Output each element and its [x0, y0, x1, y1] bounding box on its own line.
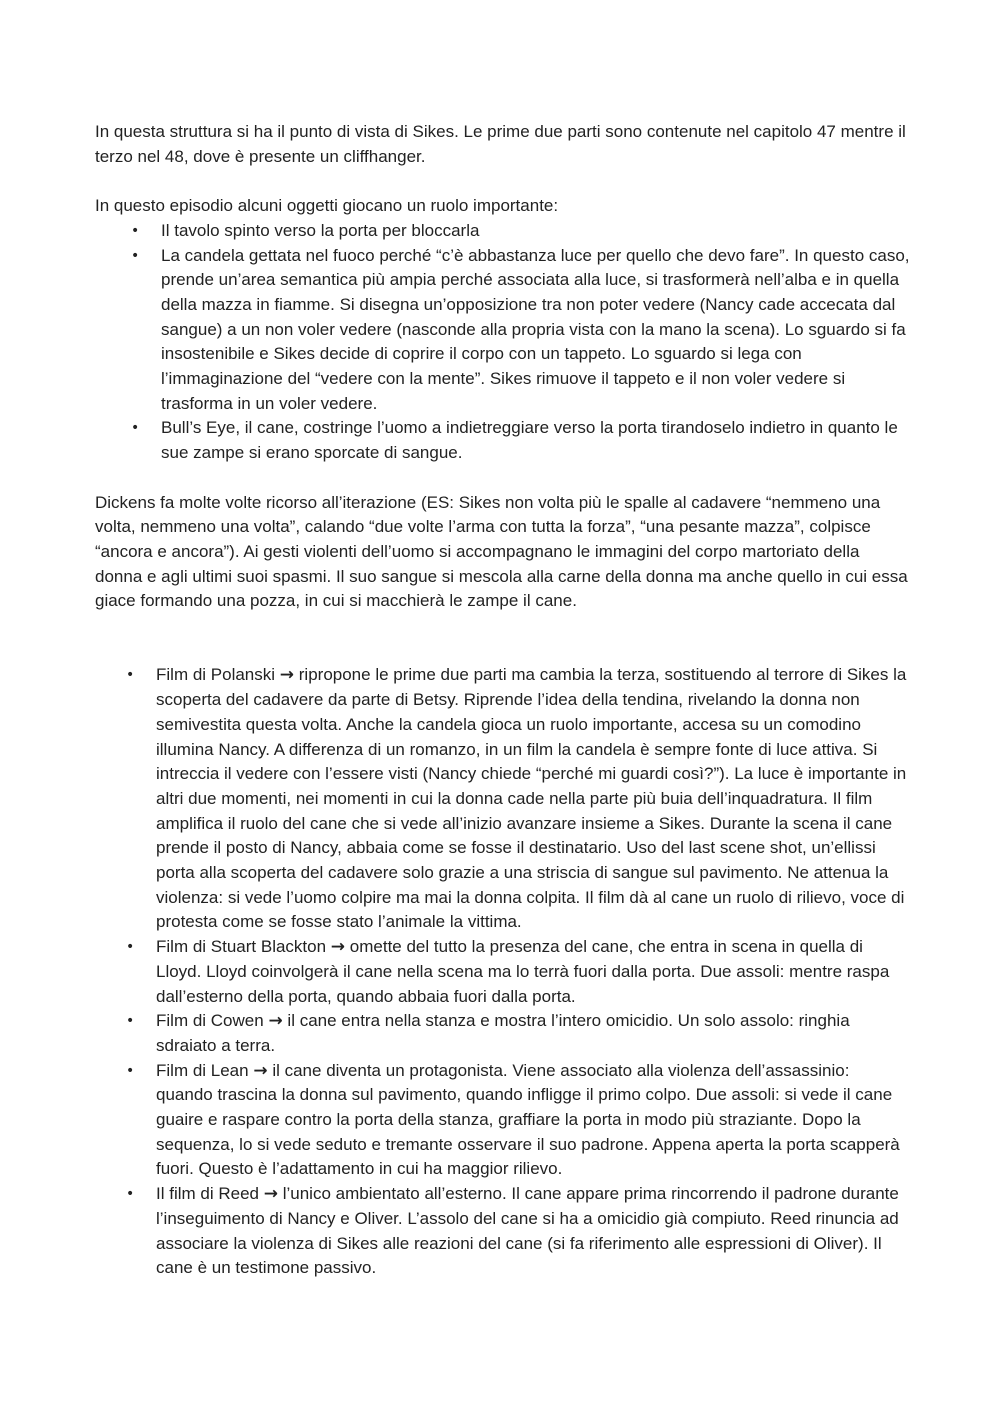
film-title: Film di Stuart Blackton [156, 937, 327, 957]
paragraph-spacer [95, 466, 910, 491]
iteration-paragraph: Dickens fa molte volte ricorso all’iterazione (ES: Sikes non volta più le spalle al cadavere “nemmeno una volta, nemmeno una volta”, calando “due volte l’arma con tutta la forza”, “una pesante mazza”, colpisce “ancora e ancora”). Ai gesti violenti dell’uomo si accompagnano le immagini del corpo martoriato della donna e agli ultimi suoi spasmi. Il suo sangue si mescola alla carne della donna ma anche quello in cui essa giace formando una pozza, in cui si macchierà le zampe il cane. [95, 492, 908, 611]
film-description: l’unico ambientato all’esterno. Il cane appare prima rincorrendo il padrone durante l’inseguimento di Nancy e Oliver. L’assolo del cane si ha a omicidio già compiuto. Reed rinuncia ad associare la violenza di Sikes alle reazioni del cane (si fa riferimento alle espressioni di Oliver). Il cane è un testimone passivo. [156, 1184, 899, 1278]
list-item [95, 1059, 910, 1183]
arrow-right-icon: → [330, 937, 346, 958]
bullet-icon: • [131, 247, 140, 264]
list-item-text: Bull’s Eye, il cane, costringe l’uomo a indietreggiare verso la porta tirandoselo indietro in quanto le sue zampe si erano sporcate di sangue. [161, 418, 898, 463]
list-item [95, 935, 910, 1009]
list-item-text: Il tavolo spinto verso la porta per bloccarla [161, 220, 480, 240]
films-bullet-list [95, 663, 910, 1281]
intro-paragraph: In questa struttura si ha il punto di vista di Sikes. Le prime due parti sono contenute nel capitolo 47 mentre il terzo nel 48, dove è presente un cliffhanger. [95, 122, 906, 166]
film-title: Il film di Reed [156, 1184, 259, 1204]
list-item [95, 416, 910, 465]
film-description: omette del tutto la presenza del cane, che entra in scena in quella di Lloyd. Lloyd coinvolgerà il cane nella scena ma lo terrà fuori dalla porta. Due assoli: mentre raspa dall’esterno della porta, quando abbaia fuori dalla porta. [156, 937, 890, 1006]
film-title: Film di Cowen [156, 1011, 264, 1031]
bullet-icon: • [131, 222, 140, 239]
bullet-icon: • [126, 1013, 135, 1030]
list-item [95, 663, 910, 935]
objects-bullet-list [95, 219, 910, 466]
bullet-icon: • [131, 420, 140, 437]
film-title: Film di Polanski [156, 665, 276, 685]
arrow-right-icon: → [279, 665, 295, 686]
list-item [95, 219, 910, 244]
list-item [95, 1182, 910, 1281]
bullet-icon: • [126, 667, 135, 684]
objects-lead-paragraph: In questo episodio alcuni oggetti giocano un ruolo importante: [95, 196, 559, 216]
paragraph-spacer [95, 614, 910, 639]
list-item [95, 244, 910, 417]
bullet-icon: • [126, 1186, 135, 1203]
paragraph-spacer [95, 169, 910, 194]
paragraph-spacer [95, 639, 910, 664]
film-description: il cane entra nella stanza e mostra l’intero omicidio. Un solo assolo: ringhia sdraiato a terra. [156, 1011, 850, 1055]
bullet-icon: • [126, 939, 135, 956]
bullet-icon: • [126, 1062, 135, 1079]
arrow-right-icon: → [263, 1184, 278, 1205]
document-body [95, 120, 910, 1281]
film-description: il cane diventa un protagonista. Viene associato alla violenza dell’assassinio: quando trascina la donna sul pavimento, quando infligge il primo colpo. Due assoli: si vede il cane guaire e raspare contro la porta della stanza, graffiare la porta in modo più straziante. Dopo la sequenza, lo si vede seduto e tremante osservare il suo padrone. Appena aperta la porta scapperà fuori. Questo è l’adattamento in cui ha maggior rilievo. [156, 1060, 900, 1179]
list-item [95, 1009, 910, 1058]
film-description: ripropone le prime due parti ma cambia la terza, sostituendo al terrore di Sikes la scoperta del cadavere da parte di Betsy. Riprende l’idea della tendina, rivelando la donna non semivestita questa volta. Anche la candela gioca un ruolo importante, accesa su un comodino illumina Nancy. A differenza di un romanzo, in un film la candela è sempre fonte di luce attiva. Si intreccia il vedere con l’essere visti (Nancy chiede “perché mi guardi così?”). La luce è importante in altri due momenti, nei momenti in cui la donna cade nella parte più buia dell’inquadratura. Il film amplifica il ruolo del cane che si vede all’inizio avanzare insieme a Sikes. Durante la scena il cane prende il posto di Nancy, abbaia come se fosse il destinatario. Uso del last scene shot, un’ellissi porta alla scoperta del cadavere solo grazie a una striscia di sangue sul pavimento. Ne attenua la violenza: si vede l’uomo colpire ma mai la donna colpita. Il film dà al cane un ruolo di rilievo, voce di protesta come se fosse stato l’animale la vittima. [156, 665, 907, 932]
list-item-text: La candela gettata nel fuoco perché “c’è abbastanza luce per quello che devo fare”. In questo caso, prende un’area semantica più ampia perché associata alla luce, si trasformerà nell’alba e in quella della mazza in fiamme. Si disegna un’opposizione tra non poter vedere (Nancy cade accecata dal sangue) a un non voler vedere (nasconde alla propria vista con la mano la scena). Lo sguardo si fa insostenibile e Sikes decide di coprire il corpo con un tappeto. Lo sguardo si lega con l’immaginazione del “vedere con la mente”. Sikes rimuove il tappeto e il non voler vedere si trasforma in un voler vedere. [161, 245, 910, 413]
arrow-right-icon: → [268, 1011, 283, 1032]
arrow-right-icon: → [253, 1060, 268, 1081]
film-title: Film di Lean [156, 1060, 249, 1080]
